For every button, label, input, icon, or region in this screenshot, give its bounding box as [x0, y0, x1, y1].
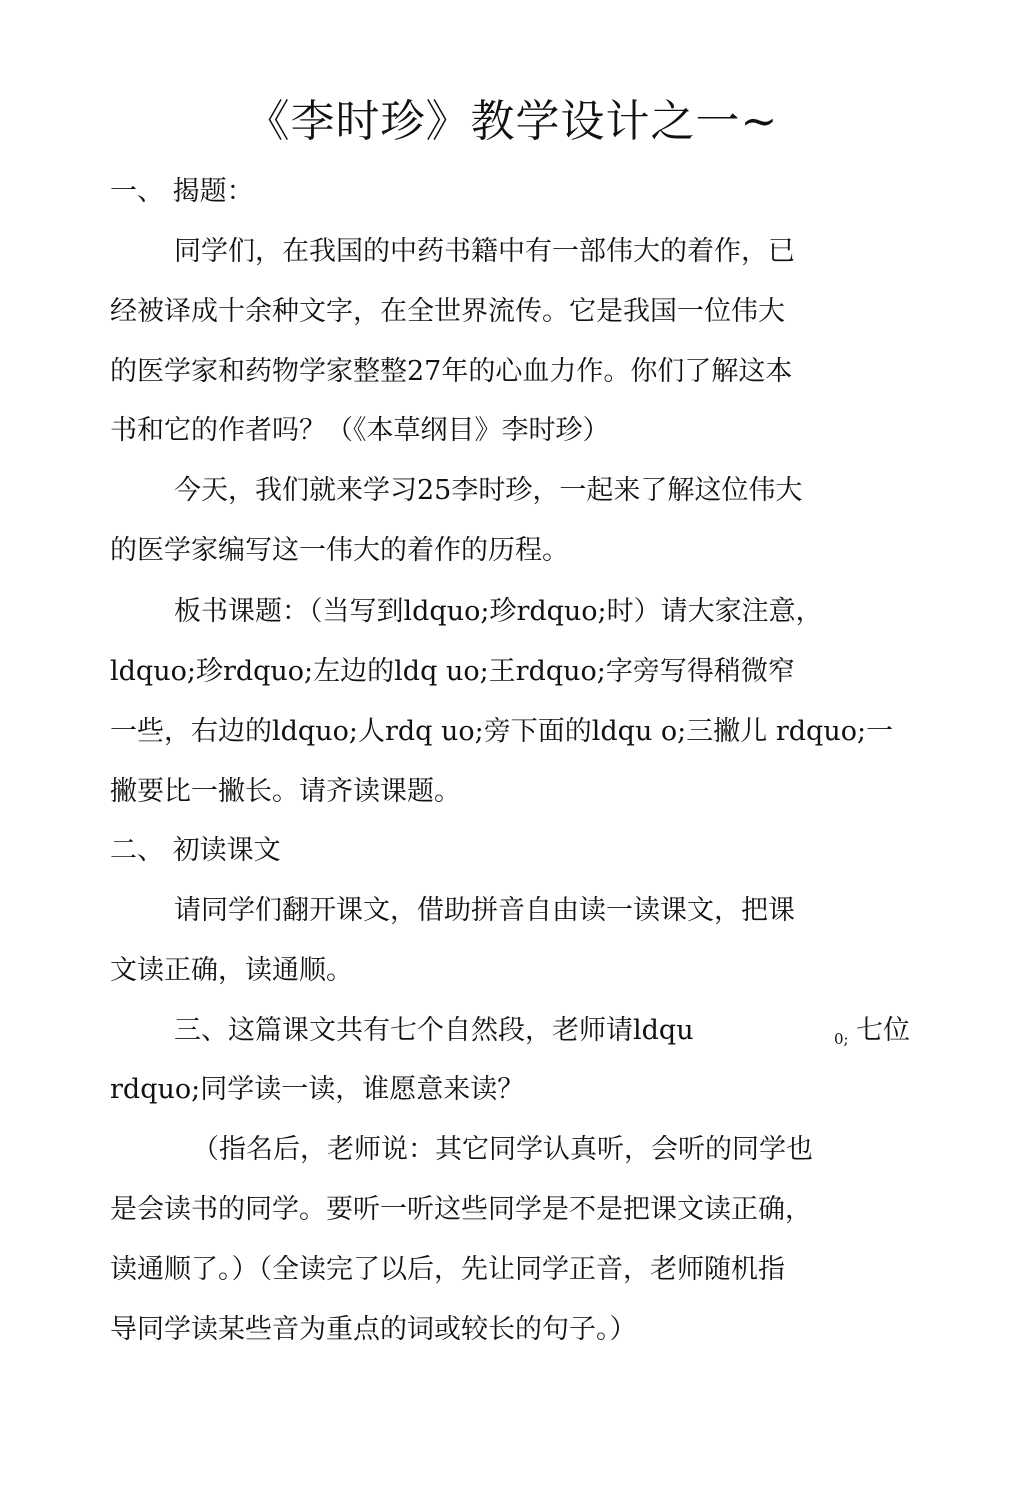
paragraph-line: 板书课题：（当写到ldquo;珍rdquo;时）请大家注意，: [174, 596, 823, 627]
paragraph-line: 三、这篇课文共有七个自然段，老师请ldqu: [174, 1015, 694, 1046]
paragraph-line: 经被译成十余种文字，在全世界流传。它是我国一位伟大: [110, 296, 785, 327]
document-title: 《李时珍》教学设计之一~: [245, 96, 779, 147]
section-heading-2: 二、 初读课文: [110, 835, 281, 866]
paragraph-line: 读通顺了。）（全读完了以后，先让同学正音，老师随机指: [110, 1254, 785, 1285]
paragraph-line: 是会读书的同学。要听一听这些同学是不是把课文读正确，: [110, 1194, 812, 1225]
paragraph-line: 今天，我们就来学习25李时珍，一起来了解这位伟大: [174, 475, 803, 506]
subscript-fragment: 0;: [834, 1030, 849, 1048]
paragraph-line: ldquo;珍rdquo;左边的ldq uo;王rdquo;字旁写得稍微窄: [110, 656, 795, 687]
paragraph-line: 请同学们翻开课文，借助拼音自由读一读课文，把课: [174, 895, 795, 926]
paragraph-line: 书和它的作者吗？（《本草纲目》李时珍）: [110, 415, 610, 446]
paragraph-line: 文读正确，读通顺。: [110, 955, 353, 986]
paragraph-line: rdquo;同学读一读，谁愿意来读？: [110, 1074, 525, 1105]
paragraph-line: 七位: [856, 1015, 910, 1046]
section-heading-1: 一、 揭题：: [110, 176, 254, 207]
paragraph-line: 导同学读某些音为重点的词或较长的句子。）: [110, 1314, 637, 1345]
paragraph-line: （指名后，老师说：其它同学认真听，会听的同学也: [192, 1134, 813, 1165]
paragraph-line: 同学们，在我国的中药书籍中有一部伟大的着作，已: [174, 236, 795, 267]
paragraph-line: 撇要比一撇长。请齐读课题。: [110, 776, 461, 807]
paragraph-line: 的医学家和药物学家整整27年的心血力作。你们了解这本: [110, 356, 793, 387]
paragraph-line: 一些，右边的ldquo;人rdq uo;旁下面的ldqu o;三撇儿 rdquo;一: [110, 716, 894, 747]
paragraph-line: 的医学家编写这一伟大的着作的历程。: [110, 535, 569, 566]
